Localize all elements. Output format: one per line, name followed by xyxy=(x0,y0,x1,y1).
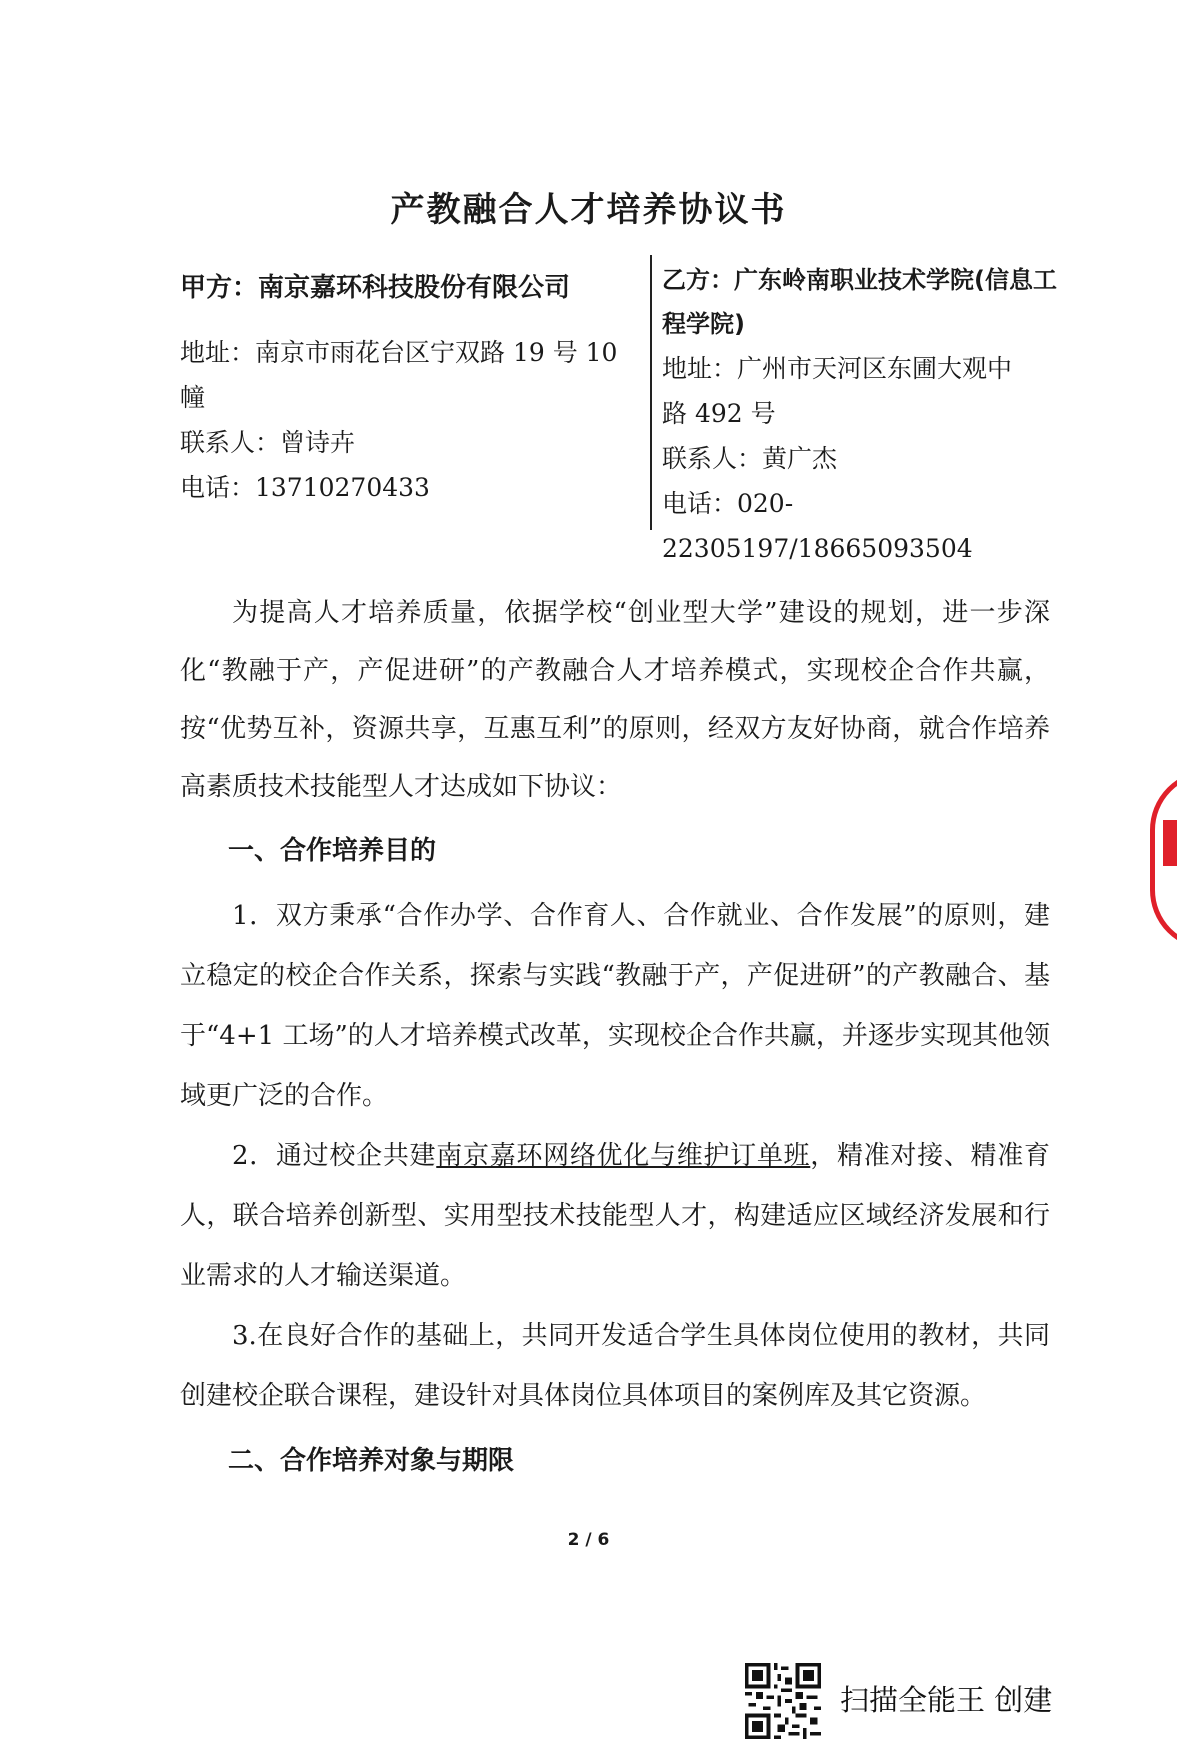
party-b-address: 地址：广州市天河区东圃大观中 xyxy=(662,354,1013,383)
intro-paragraph: 为提高人才培养质量，依据学校“创业型大学”建设的规划，进一步深化“教融于产，产促进研”的产教融合人才培养模式，实现校企合作共赢，按“优势互补，资源共享，互惠互利”的原则，经双方友好协商，就合作培养高素质技术技能型人才达成如下协议： xyxy=(180,598,1050,802)
agreement-body xyxy=(180,584,1050,1496)
purpose-item-2-lead: 2．通过校企共建 xyxy=(232,1141,437,1171)
section-heading-target: 二、合作培养对象与期限 xyxy=(228,1446,515,1476)
section-heading-purpose: 一、合作培养目的 xyxy=(228,836,437,866)
party-b-name: 乙方：广东岭南职业技术学院(信息工 xyxy=(662,266,1057,294)
page-number: 2 / 6 xyxy=(567,1530,610,1550)
party-a-contact: 联系人：曾诗卉 xyxy=(180,428,356,457)
purpose-item-1: 1．双方秉承“合作办学、合作育人、合作就业、合作发展”的原则，建立稳定的校企合作关系，探索与实践“教融于产，产促进研”的产教融合、基于“4+1 工场”的人才培养模式改革，实现校企合作共赢，并逐步实现其他领域更广泛的合作。 xyxy=(180,901,1050,1111)
purpose-item-2 xyxy=(180,1126,1050,1306)
party-b-address-cont: 路 492 号 xyxy=(662,399,776,428)
purpose-item-2-rest: ，精准对接、精准育人，联合培养创新型、实用型技术技能型人才，构建适应区域经济发展和行业需求的人才输送渠道。 xyxy=(180,1141,1050,1291)
party-b-name-cont: 程学院) xyxy=(662,310,745,338)
party-a-address-cont: 幢 xyxy=(180,383,206,412)
party-a-name: 甲方：南京嘉环科技股份有限公司 xyxy=(180,273,571,303)
party-b-contact: 联系人：黄广杰 xyxy=(662,444,838,473)
qr-code-icon xyxy=(742,1663,824,1739)
party-a-block xyxy=(180,268,640,510)
scanner-watermark-label: 扫描全能王 创建 xyxy=(840,1683,1053,1717)
official-seal-mark xyxy=(1163,820,1177,866)
purpose-item-3: 3.在良好合作的基础上，共同开发适合学生具体岗位使用的教材，共同创建校企联合课程，建设针对具体岗位具体项目的案例库及其它资源。 xyxy=(180,1321,1050,1411)
party-b-block xyxy=(662,258,1062,571)
party-a-address: 地址：南京市雨花台区宁双路 19 号 10 xyxy=(180,338,618,367)
party-a-phone: 电话：13710270433 xyxy=(180,473,430,502)
party-b-phone: 电话：020-22305197/18665093504 xyxy=(662,489,973,563)
order-class-name: 南京嘉环网络优化与维护订单班 xyxy=(436,1141,811,1171)
party-divider xyxy=(650,255,652,530)
document-title: 产教融合人才培养协议书 xyxy=(390,190,787,230)
